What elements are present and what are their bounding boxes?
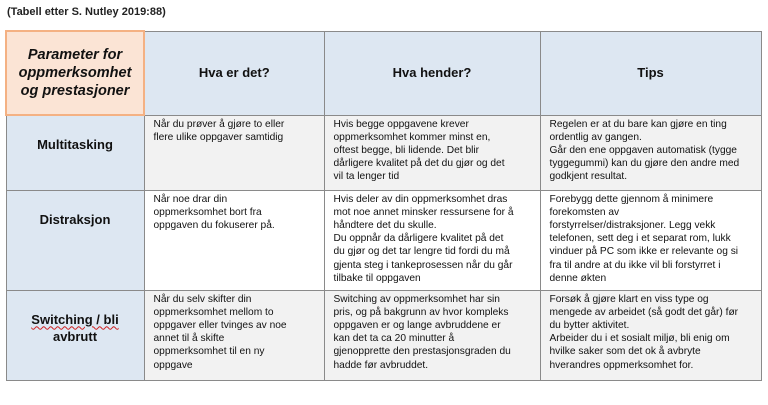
cell-tips xyxy=(540,190,761,290)
text-line: hadde før avbruddet. xyxy=(333,359,429,371)
text-line: hverandres oppmerksomhet for. xyxy=(549,359,694,371)
text-line: godkjent resultat. xyxy=(549,171,628,183)
text-line: kan det ta ca 20 minutter å xyxy=(333,333,455,345)
text-line: hvilke saker som det ok å avbryte xyxy=(549,346,701,358)
text-line: forstyrrelser/distraksjoner. Legg vekk xyxy=(549,219,716,231)
text-line: mengede av arbeidet (så godt det går) før xyxy=(549,306,739,318)
text-line: oppgave xyxy=(153,359,193,371)
header-row xyxy=(6,31,761,115)
text-line: Går den ene oppgaven automatisk (tygge xyxy=(549,144,737,156)
row-label-text: Multitasking xyxy=(37,137,113,152)
text-line: oppgaven er og lange avbruddene er xyxy=(333,319,501,331)
row-label-switching xyxy=(6,290,144,380)
cell-tips xyxy=(540,290,761,380)
text-line: du bytter aktivitet. xyxy=(549,319,630,331)
text-line: Forsøk å gjøre klart en viss type og xyxy=(549,293,709,305)
text-line: Forebygg dette gjennom å minimere xyxy=(549,193,714,205)
row-label-line-1: Switching / bli xyxy=(31,311,119,327)
cell-tips xyxy=(540,115,761,190)
text-line: vinduer på PC som ikke er relevante og si xyxy=(549,246,739,258)
text-line: oppmerksomhet mellom to xyxy=(153,306,274,318)
text-line: gjenopprette den prestasjonsgraden du xyxy=(333,346,511,358)
text-line: mot noe annet minsker ressursene for å xyxy=(333,206,514,218)
header-parameter xyxy=(6,31,144,115)
text-line: flere ulike oppgaver samtidig xyxy=(153,131,284,143)
header-what: Hva er det? xyxy=(144,31,324,115)
text-line: oppgaven du fokuserer på. xyxy=(153,219,275,231)
row-label-text: Distraksjon xyxy=(39,211,111,227)
text-line: telefonen, sett deg i et separat rom, lukk xyxy=(549,233,731,245)
attention-parameters-table xyxy=(5,30,762,381)
row-label-multitasking xyxy=(6,115,144,190)
text-line: denne økten xyxy=(549,272,607,284)
table-row xyxy=(6,115,761,190)
cell-happens xyxy=(324,290,540,380)
header-parameter-line-3: og prestasjoner xyxy=(20,83,130,99)
row-label-distraksjon xyxy=(6,190,144,290)
row-label-text xyxy=(7,291,144,345)
text-line: Hvis begge oppgavene krever xyxy=(333,118,469,130)
text-line: oppgaver eller tvinges av noe xyxy=(153,319,287,331)
text-line: oppmerksomhet bort fra xyxy=(153,206,262,218)
header-happens: Hva hender? xyxy=(324,31,540,115)
text-line: Hvis deler av din oppmerksomhet dras xyxy=(333,193,508,205)
text-line: Når du selv skifter din xyxy=(153,293,252,305)
cell-what xyxy=(144,190,324,290)
text-line: oppmerksomhet til en ny xyxy=(153,346,265,358)
text-line: du gjør og det tar lengre tid fordi du må xyxy=(333,246,510,258)
header-parameter-line-2: oppmerksomhet xyxy=(18,65,132,81)
text-line: Når noe drar din xyxy=(153,193,228,205)
text-line: Arbeider du i et sosialt miljø, bli enig om xyxy=(549,333,730,345)
text-line: forekomsten av xyxy=(549,206,620,218)
text-line: tilbake til oppgaven xyxy=(333,272,421,284)
text-line: oftest begge, bli lidende. Det blir xyxy=(333,144,480,156)
text-line: annet til å skifte xyxy=(153,333,225,345)
cell-what xyxy=(144,290,324,380)
row-label-line-2: avbrutt xyxy=(52,328,98,344)
cell-happens xyxy=(324,115,540,190)
header-parameter-line-1: Parameter for xyxy=(27,47,123,63)
text-line: tyggegummi) kan du gjøre den andre med xyxy=(549,158,740,170)
header-tips: Tips xyxy=(540,31,761,115)
table-caption: (Tabell etter S. Nutley 2019:88) xyxy=(7,6,166,18)
text-line: gjenta steg i tankeprosessen når du går xyxy=(333,259,513,271)
text-line: håndtere det du skulle. xyxy=(333,219,437,231)
table-row xyxy=(6,190,761,290)
cell-what xyxy=(144,115,324,190)
text-line: Når du prøver å gjøre to eller xyxy=(153,118,285,130)
text-line: fra til andre at du ikke vil bli forstyrret i xyxy=(549,259,721,271)
text-line: oppmerksomhet kommer minst en, xyxy=(333,131,491,143)
table-row xyxy=(6,290,761,380)
text-line: Switching av oppmerksomhet har sin xyxy=(333,293,500,305)
text-line: vil ta lenger tid xyxy=(333,171,400,183)
text-line: pris, og på bakgrunn av hvor kompleks xyxy=(333,306,509,318)
text-line: ordentlig av gangen. xyxy=(549,131,642,143)
cell-happens xyxy=(324,190,540,290)
text-line: dårligere kvalitet på det du gjør og det xyxy=(333,158,505,170)
text-line: Regelen er at du bare kan gjøre en ting xyxy=(549,118,727,130)
text-line: Du oppnår da dårligere kvalitet på det xyxy=(333,233,504,245)
